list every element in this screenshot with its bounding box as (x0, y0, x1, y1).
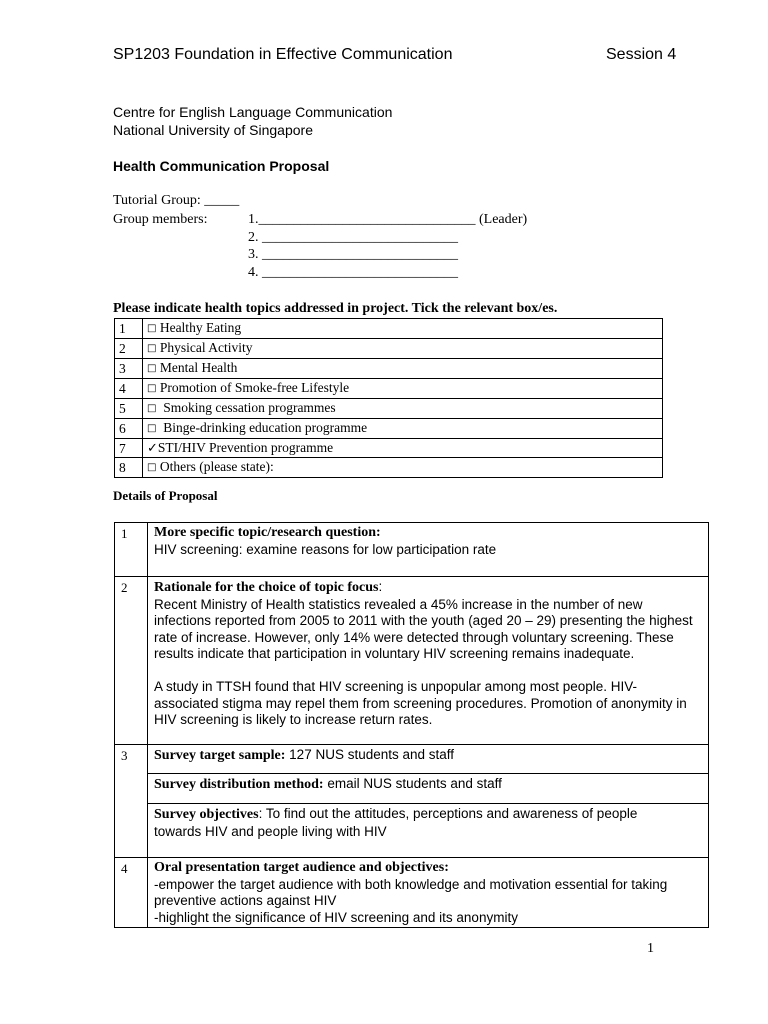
topic-number: 7 (115, 439, 143, 458)
topic-number: 4 (115, 379, 143, 399)
survey-objectives-text: towards HIV and people living with HIV (154, 823, 387, 839)
member-line-4: 4. ____________________________ (248, 265, 458, 280)
proposal-title: Health Communication Proposal (113, 158, 330, 174)
row-number: 1 (115, 523, 148, 577)
rationale-line: A study in TTSH found that HIV screening is unpopular among most people. HIV- (154, 679, 638, 694)
topic-row (115, 439, 663, 458)
checkbox-icon[interactable]: □ (147, 462, 157, 473)
topic-cell (143, 439, 663, 458)
survey-method-text: email NUS students and staff (323, 776, 502, 791)
checkbox-icon[interactable]: □ (147, 343, 157, 354)
topic-number: 2 (115, 339, 143, 359)
group-members-label: Group members: (113, 212, 208, 227)
institution-university: National University of Singapore (113, 122, 313, 138)
details-cell (148, 774, 709, 804)
session-label: Session 4 (606, 46, 677, 63)
member-line-3: 3. ____________________________ (248, 247, 458, 262)
topic-cell (143, 399, 663, 419)
details-row (115, 745, 709, 774)
details-cell (148, 577, 709, 745)
member-line-2: 2. ____________________________ (248, 230, 458, 245)
topic-label: Physical Activity (156, 340, 253, 355)
topic-question-text: HIV screening: examine reasons for low participation rate (154, 541, 497, 557)
details-cell (148, 858, 709, 928)
details-cell (148, 804, 709, 858)
details-row (115, 774, 709, 804)
checkbox-icon[interactable]: □ (147, 383, 157, 394)
topic-number: 5 (115, 399, 143, 419)
topic-row (115, 399, 663, 419)
rationale-line: rate of increase. However, only 14% were detected through voluntary screening. These (154, 629, 674, 645)
topic-label: Binge-drinking education programme (156, 420, 368, 435)
oral-presentation-line: -empower the target audience with both knowledge and motivation essential for taking (154, 876, 668, 892)
topic-label: Others (please state): (156, 459, 274, 474)
row-number: 2 (115, 577, 148, 745)
row-number: 3 (115, 745, 148, 858)
checkbox-icon[interactable]: □ (147, 403, 157, 414)
checkbox-icon[interactable]: □ (147, 423, 157, 434)
details-row (115, 577, 709, 745)
survey-sample-label: Survey target sample: (154, 748, 286, 763)
topic-row (115, 379, 663, 399)
survey-sample-text: 127 NUS students and staff (285, 747, 455, 762)
checkbox-icon[interactable]: □ (147, 363, 157, 374)
details-row (115, 858, 709, 928)
topic-label: Smoking cessation programmes (156, 400, 336, 415)
checkmark-icon[interactable]: ✓ (147, 441, 158, 456)
topic-label: Promotion of Smoke-free Lifestyle (156, 380, 350, 395)
topic-label: Healthy Eating (156, 320, 242, 335)
topic-question-label: More specific topic/research question: (154, 525, 381, 540)
details-table (114, 522, 709, 928)
rationale-line: Recent Ministry of Health statistics revealed a 45% increase in the number of new (154, 596, 643, 612)
topic-cell (143, 458, 663, 478)
checkbox-icon[interactable]: □ (147, 323, 157, 334)
topic-cell (143, 359, 663, 379)
page-number: 1 (647, 941, 654, 956)
topic-number: 3 (115, 359, 143, 379)
topic-row (115, 419, 663, 439)
oral-presentation-label: Oral presentation target audience and objectives: (154, 860, 449, 875)
oral-presentation-line: preventive actions against HIV (154, 893, 337, 908)
topics-table (114, 318, 663, 478)
details-heading: Details of Proposal (113, 488, 218, 503)
topic-cell (143, 319, 663, 339)
topic-label: Mental Health (156, 360, 238, 375)
topic-row (115, 339, 663, 359)
details-cell (148, 523, 709, 577)
course-title: SP1203 Foundation in Effective Communication (113, 46, 453, 63)
rationale-line: HIV screening is likely to increase return rates. (154, 712, 433, 727)
rationale-line: associated stigma may repel them from screening procedures. Promotion of anonymity in (154, 695, 687, 711)
topic-number: 8 (115, 458, 143, 478)
details-cell (148, 745, 709, 774)
topic-number: 6 (115, 419, 143, 439)
topic-cell (143, 419, 663, 439)
details-row (115, 804, 709, 858)
rationale-line: results indicate that participation in voluntary HIV screening remains inadequate. (154, 646, 635, 661)
rationale-label: Rationale for the choice of topic focus (154, 580, 379, 595)
rationale-colon: : (378, 579, 383, 594)
topic-label: STI/HIV Prevention programme (157, 440, 334, 455)
topic-row (115, 319, 663, 339)
survey-objectives-text: : To find out the attitudes, perceptions and awareness of people (258, 806, 638, 821)
rationale-line: infections reported from 2005 to 2011 with the youth (aged 20 – 29) presenting the highest (154, 613, 693, 628)
topics-question: Please indicate health topics addressed in project. Tick the relevant box/es. (113, 301, 558, 316)
tutorial-group-field: Tutorial Group: _____ (113, 193, 240, 208)
institution-centre: Centre for English Language Communication (113, 104, 393, 120)
oral-presentation-line: -highlight the significance of HIV screening and its anonymity (154, 909, 518, 925)
topic-cell (143, 339, 663, 359)
survey-objectives-label: Survey objectives (154, 807, 259, 822)
row-number: 4 (115, 858, 148, 928)
member-line-1: 1._______________________________ (Leader) (248, 212, 528, 227)
topic-row (115, 458, 663, 478)
topic-row (115, 359, 663, 379)
topic-number: 1 (115, 319, 143, 339)
survey-method-label: Survey distribution method: (154, 777, 324, 792)
topic-cell (143, 379, 663, 399)
details-row (115, 523, 709, 577)
